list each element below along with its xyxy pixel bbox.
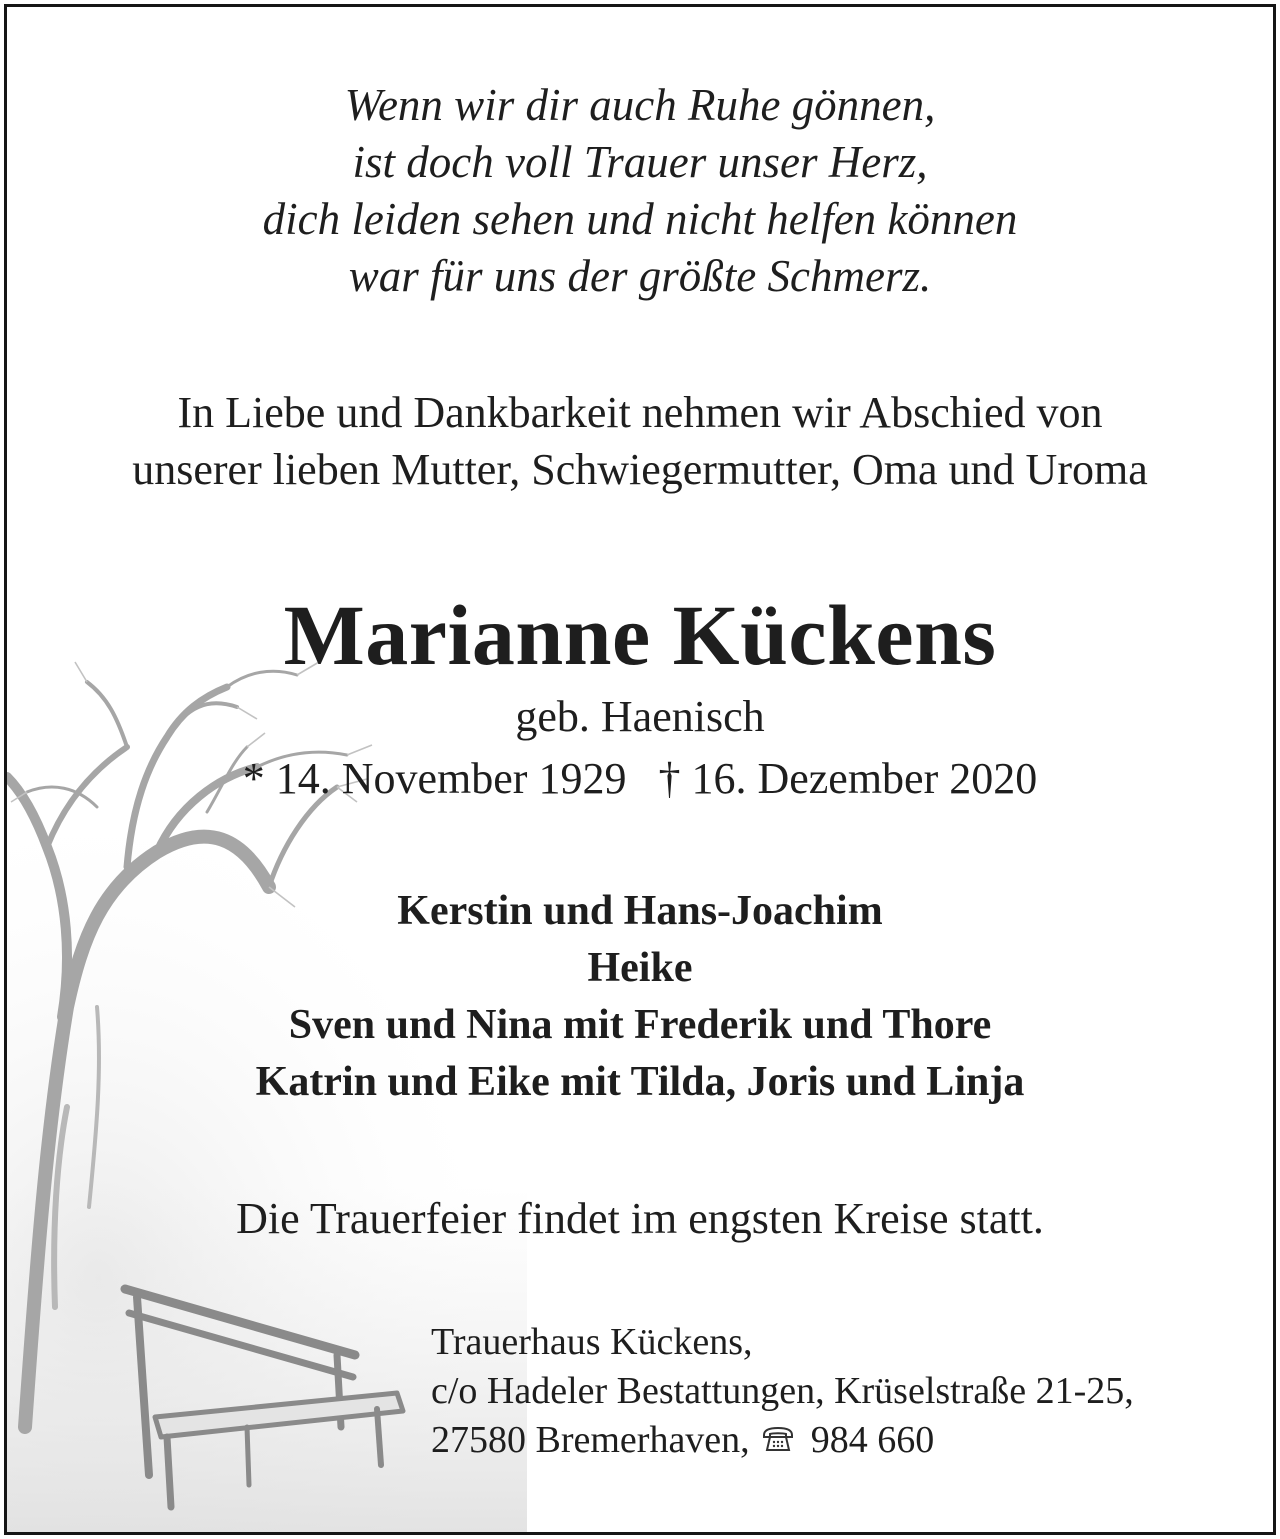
- address-line: Trauerhaus Kückens,: [431, 1321, 753, 1363]
- poem: [7, 77, 1273, 305]
- intro-text: [7, 384, 1273, 498]
- poem-line: dich leiden sehen und nicht helfen können: [262, 194, 1018, 244]
- death-date: † 16. Dezember 2020: [658, 754, 1038, 803]
- mourner-line: Kerstin und Hans-Joachim: [397, 888, 883, 934]
- funeral-notice: Die Trauerfeier findet im engsten Kreise statt.: [236, 1194, 1044, 1243]
- mourner-line: Heike: [587, 945, 693, 991]
- obituary-content: [7, 7, 1273, 1532]
- life-dates: [7, 751, 1273, 807]
- phone-number: 984 660: [810, 1419, 935, 1461]
- mourner-line: Katrin und Eike mit Tilda, Joris und Linja: [255, 1059, 1025, 1105]
- address-city: 27580 Bremerhaven,: [431, 1419, 750, 1461]
- deceased-name: Marianne Kückens: [283, 587, 997, 683]
- intro-line: unserer lieben Mutter, Schwiegermutter, Oma und Uroma: [132, 445, 1148, 494]
- mourners-list: [7, 883, 1273, 1111]
- poem-line: ist doch voll Trauer unser Herz,: [352, 137, 928, 187]
- birth-date: * 14. November 1929: [242, 754, 627, 803]
- telephone-icon: [761, 1426, 795, 1454]
- poem-line: war für uns der größte Schmerz.: [348, 251, 932, 301]
- intro-line: In Liebe und Dankbarkeit nehmen wir Abschied von: [177, 388, 1103, 437]
- poem-line: Wenn wir dir auch Ruhe gönnen,: [344, 80, 936, 130]
- address-line: c/o Hadeler Bestattungen, Krüselstraße 21-25,: [431, 1370, 1134, 1412]
- address-block: [431, 1318, 1134, 1465]
- obituary-frame: [4, 4, 1276, 1535]
- address-city-line: [431, 1416, 1134, 1465]
- birth-name: geb. Haenisch: [515, 692, 765, 741]
- mourner-line: Sven und Nina mit Frederik und Thore: [288, 1002, 992, 1048]
